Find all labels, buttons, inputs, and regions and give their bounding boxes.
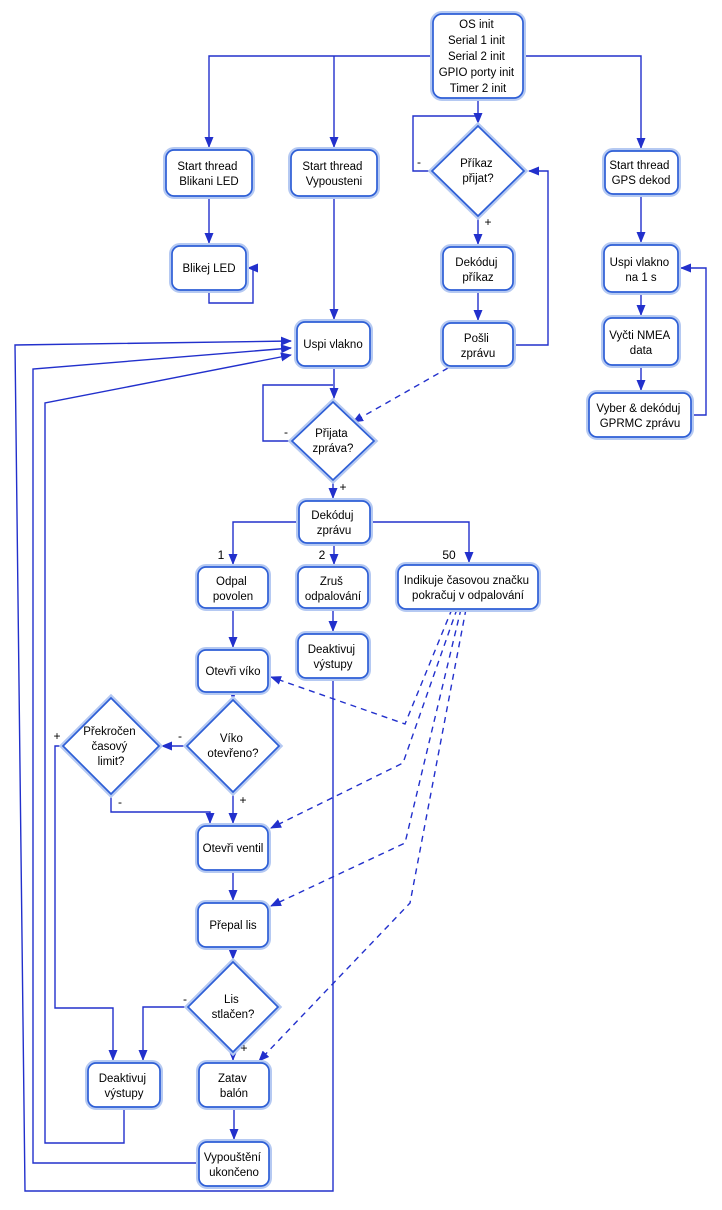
node-label: Lis stlačen? <box>211 994 255 1021</box>
branch-label-prikaz-plus: + <box>484 215 492 229</box>
edge-lis-minus-to-deaktivuj <box>143 1007 188 1060</box>
flow-nodes <box>63 14 691 1186</box>
branch-label-viko-minus: - <box>178 729 182 743</box>
node-dekoduj-prikaz <box>443 247 513 290</box>
node-label: Start thread Vypousteni <box>302 161 363 188</box>
branch-label-lis-minus: - <box>183 992 187 1006</box>
node-vypousteni-ukonceno <box>199 1142 269 1186</box>
node-label: Zruš odpalování <box>304 576 362 603</box>
node-posli-zpravu <box>443 323 513 366</box>
node-start-thread-blikani <box>166 150 252 196</box>
node-label: Vyčti NMEA data <box>609 330 670 357</box>
edge-deaktivuj-mid-loop-to-uspi <box>15 341 333 1191</box>
node-zatav-balon <box>199 1063 269 1107</box>
node-label: Víko otevřeno? <box>207 733 259 760</box>
branch-label-50: 50 <box>442 548 456 562</box>
edge-prekrocen-plus-to-deaktivuj <box>55 746 113 1060</box>
branch-label-viko-plus: + <box>239 793 247 807</box>
node-start-thread-vypousteni <box>291 150 377 196</box>
node-os-init <box>433 14 523 98</box>
edge-os-to-gps <box>523 56 641 148</box>
node-start-thread-gps <box>605 151 678 194</box>
node-label: Zatav balón <box>218 1073 249 1100</box>
node-prikaz-prijat-decision <box>432 126 524 216</box>
node-vyber-gprmc <box>589 393 691 437</box>
node-otevri-ventil <box>198 826 268 870</box>
node-uspi-vlakno <box>297 322 370 366</box>
node-vycti-nmea <box>604 318 678 365</box>
node-label: Dekóduj příkaz <box>455 257 498 284</box>
node-label: Přijata zpráva? <box>312 428 354 455</box>
node-otevri-viko <box>198 650 268 692</box>
branch-label-prekrocen-plus: + <box>53 729 61 743</box>
node-label: Uspi vlakno na 1 s <box>609 257 670 284</box>
flow-edges <box>15 56 706 1191</box>
node-zrus-odpalovani <box>298 567 368 608</box>
node-label: Blikej LED <box>182 263 236 275</box>
node-lis-stlacen-decision <box>188 962 278 1052</box>
node-label: Příkaz přijat? <box>460 158 494 185</box>
node-label: Otevři víko <box>205 666 261 678</box>
node-label: Přepal lis <box>209 920 257 932</box>
node-uspi-vlakno-1s <box>604 245 678 292</box>
node-deaktivuj-vystupy-mid <box>298 634 368 678</box>
node-odpal-povolen <box>198 567 268 608</box>
branch-label-prikaz-minus: - <box>417 155 421 169</box>
node-label: Vypouštění ukončeno <box>203 1152 261 1179</box>
branch-label-prekrocen-minus: - <box>118 795 122 809</box>
edge-dekoduj-to-odpal <box>233 522 299 564</box>
branch-label-prijata-plus: + <box>339 480 347 494</box>
node-label: Start thread Blikani LED <box>177 161 239 188</box>
edge-os-to-blikani <box>209 56 433 147</box>
node-label: Start thread GPS dekod <box>609 160 671 187</box>
branch-label-prijata-minus: - <box>284 425 288 439</box>
node-viko-otevreno-decision <box>187 700 279 792</box>
node-label: Pošli zprávu <box>460 333 496 360</box>
branch-label-2: 2 <box>318 548 326 562</box>
branch-label-lis-plus: + <box>240 1041 248 1055</box>
edge-posli-to-prikaz-prijat <box>513 171 548 345</box>
branch-label-1: 1 <box>217 548 225 562</box>
node-label: Vyber & dekóduj GPRMC zprávu <box>596 403 681 430</box>
edge-posli-dashed-to-prijata <box>353 368 448 422</box>
node-dekoduj-zpravu <box>299 501 370 543</box>
node-label: Otevři ventil <box>202 843 264 855</box>
node-blikej-led <box>172 246 246 290</box>
node-label: Deaktivuj výstupy <box>98 1073 147 1100</box>
node-indikuje-casovou-znacku <box>398 565 538 609</box>
node-label: Odpal povolen <box>212 576 254 603</box>
node-prepal-lis <box>198 903 268 947</box>
node-deaktivuj-vystupy-bottom <box>88 1063 160 1107</box>
node-label: Dekóduj zprávu <box>311 510 354 537</box>
node-label: Uspi vlakno <box>303 339 363 351</box>
node-prekrocen-casovy-limit-decision <box>63 698 159 794</box>
node-prijata-zprava-decision <box>292 402 374 480</box>
edge-prekrocen-minus-to-ventil <box>111 794 210 823</box>
node-label: Indikuje časovou značku pokračuj v odpalování <box>403 575 530 602</box>
node-label: Překročen časový limit? <box>83 726 136 768</box>
node-label: OS init Serial 1 init Serial 2 init GPIO porty init Timer 2 init <box>438 19 515 95</box>
node-label: Deaktivuj výstupy <box>307 644 356 671</box>
